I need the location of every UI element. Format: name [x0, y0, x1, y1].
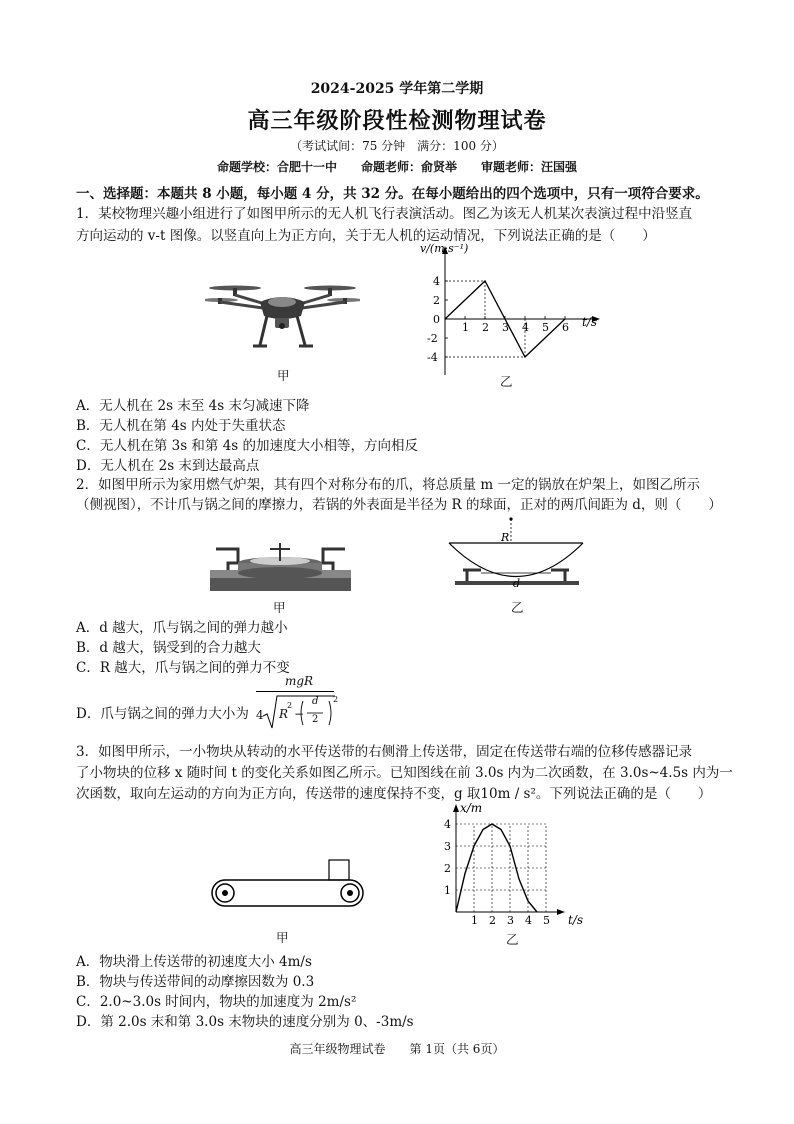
q1-stem-line2: 方向运动的 v-t 图像。以竖直向上为正方向，关于无人机的运动情况，下列说法正确的是（ ） — [76, 228, 656, 244]
formula-coefficient: 4 — [256, 708, 264, 722]
formula-numerator: mgR — [285, 674, 314, 688]
xt-x-tick-label: 2 — [489, 914, 496, 927]
vt-x-tick-label: 3 — [502, 321, 509, 334]
exam-info: （考试试间：75 分钟 满分：100 分） — [290, 139, 504, 153]
q1-stem-line1: 1．某校物理兴趣小组进行了如图甲所示的无人机飞行表演活动。图乙为该无人机某次表演过程中沿竖直 — [76, 206, 693, 222]
xt-graph — [420, 800, 590, 930]
q3-option-a: A．物块滑上传送带的初速度大小 4m/s — [76, 954, 312, 970]
xt-x-axis-label: t/s — [568, 913, 584, 927]
exam-title: 高三年级阶段性检测物理试卷 — [247, 108, 547, 134]
q1-option-d: D．无人机在 2s 末到达最高点 — [76, 458, 260, 474]
vt-y-tick-label: -4 — [427, 351, 438, 364]
formula-outer-exponent: 2 — [333, 695, 339, 704]
q3-fig-a-label: 甲 — [276, 930, 289, 945]
q1-fig-a-label: 甲 — [277, 368, 290, 383]
vt-y-tick-label: -2 — [427, 332, 438, 345]
vt-y-axis-label: v/(m·s⁻¹) — [420, 242, 469, 255]
q1-option-c: C．无人机在第 3s 和第 4s 的加速度大小相等，方向相反 — [76, 438, 419, 454]
q2-stem-line1: 2．如图甲所示为家用燃气炉架，其有四个对称分布的爪，将总质量 m 一定的锅放在炉架上，如图乙所示 — [76, 477, 700, 493]
page-footer: 高三年级物理试卷 第 1页（共 6页） — [289, 1042, 505, 1056]
q3-stem-line2: 了小物块的位移 x 随时间 t 的变化关系如图乙所示。已知图线在前 3.0s 内为二次函数，在 3.0s~4.5s 内为一 — [76, 765, 733, 781]
vt-x-axis-label: t/s — [582, 315, 598, 329]
semester-line: 2024-2025 学年第二学期 — [310, 81, 484, 97]
xt-x-tick-label: 3 — [507, 914, 514, 927]
drone-image — [205, 280, 360, 355]
q2-stem-line2: （侧视图），不计爪与锅之间的摩擦力，若锅的外表面是半径为 R 的球面，正对的两爪间距为 d，则（ ） — [76, 497, 722, 513]
q2-option-c: C．R 越大，爪与锅之间的弹力不变 — [76, 660, 290, 676]
formula-minus: − — [294, 707, 305, 721]
vt-x-tick-label: 1 — [462, 321, 469, 334]
exam-authors: 命题学校：合肥十一中 命题老师：俞贤举 审题老师：汪国强 — [216, 160, 577, 174]
gas-stove-image — [208, 535, 353, 597]
formula-denominator-2: 2 — [312, 714, 319, 725]
xt-y-axis-label: x/m — [460, 801, 483, 815]
q3-option-d: D．第 2.0s 末和第 3.0s 末物块的速度分别为 0、-3m/s — [76, 1014, 414, 1030]
q2-option-a: A．d 越大，爪与锅之间的弹力越小 — [76, 620, 288, 636]
vt-x-tick-label: 5 — [542, 321, 549, 334]
vt-y-tick-label: 2 — [433, 294, 440, 307]
xt-y-tick-label: 1 — [444, 884, 451, 897]
section-heading: 一、选择题：本题共 8 小题，每小题 4 分，共 32 分。在每小题给出的四个选项中，只有一项符合要求。 — [76, 186, 709, 202]
q1-fig-b-label: 乙 — [500, 374, 513, 389]
vt-y-tick-label: 0 — [433, 313, 440, 326]
q3-option-c: C．2.0~3.0s 时间内，物块的加速度为 2m/s² — [76, 994, 357, 1010]
formula-R: R — [279, 707, 289, 721]
q3-fig-b-label: 乙 — [506, 932, 519, 947]
xt-y-tick-label: 4 — [444, 818, 451, 831]
vt-graph — [400, 240, 610, 378]
q1-option-b: B．无人机在第 4s 内处于失重状态 — [76, 418, 286, 434]
vt-x-tick-label: 2 — [482, 321, 489, 334]
vt-x-tick-label: 6 — [562, 321, 569, 334]
xt-x-tick-label: 1 — [471, 914, 478, 927]
xt-x-tick-label: 4 — [525, 914, 532, 927]
pan-radius-label: R — [501, 531, 510, 544]
q2-option-d: D．爪与锅之间的弹力大小为 — [76, 706, 249, 722]
q2-fig-b-label: 乙 — [511, 600, 524, 615]
q3-stem-line3: 次函数，取向左运动的方向为正方向，传送带的速度保持不变，g 取10m / s²。下列说法正确的是（ ） — [76, 786, 712, 802]
pan-side-view-diagram — [443, 515, 593, 595]
q1-option-a: A．无人机在 2s 末至 4s 末匀减速下降 — [76, 398, 310, 414]
q2-option-d-formula — [256, 674, 346, 732]
xt-x-tick-label: 5 — [543, 914, 550, 927]
xt-y-tick-label: 2 — [444, 862, 451, 875]
q2-option-b: B．d 越大，锅受到的合力越大 — [76, 640, 261, 656]
conveyor-belt-diagram — [205, 856, 370, 916]
claw-gap-label: d — [513, 577, 521, 590]
vt-y-tick-label: 4 — [433, 275, 440, 288]
formula-R-exponent: 2 — [287, 701, 293, 710]
vt-x-tick-label: 4 — [522, 321, 529, 334]
q3-option-b: B．物块与传送带间的动摩擦因数为 0.3 — [76, 974, 315, 990]
q2-fig-a-label: 甲 — [273, 600, 286, 615]
q3-stem-line1: 3．如图甲所示，一小物块从转动的水平传送带的右侧滑上传送带，固定在传送带右端的位移传感器记录 — [76, 744, 693, 760]
formula-d: d — [312, 696, 319, 707]
xt-y-tick-label: 3 — [444, 840, 451, 853]
